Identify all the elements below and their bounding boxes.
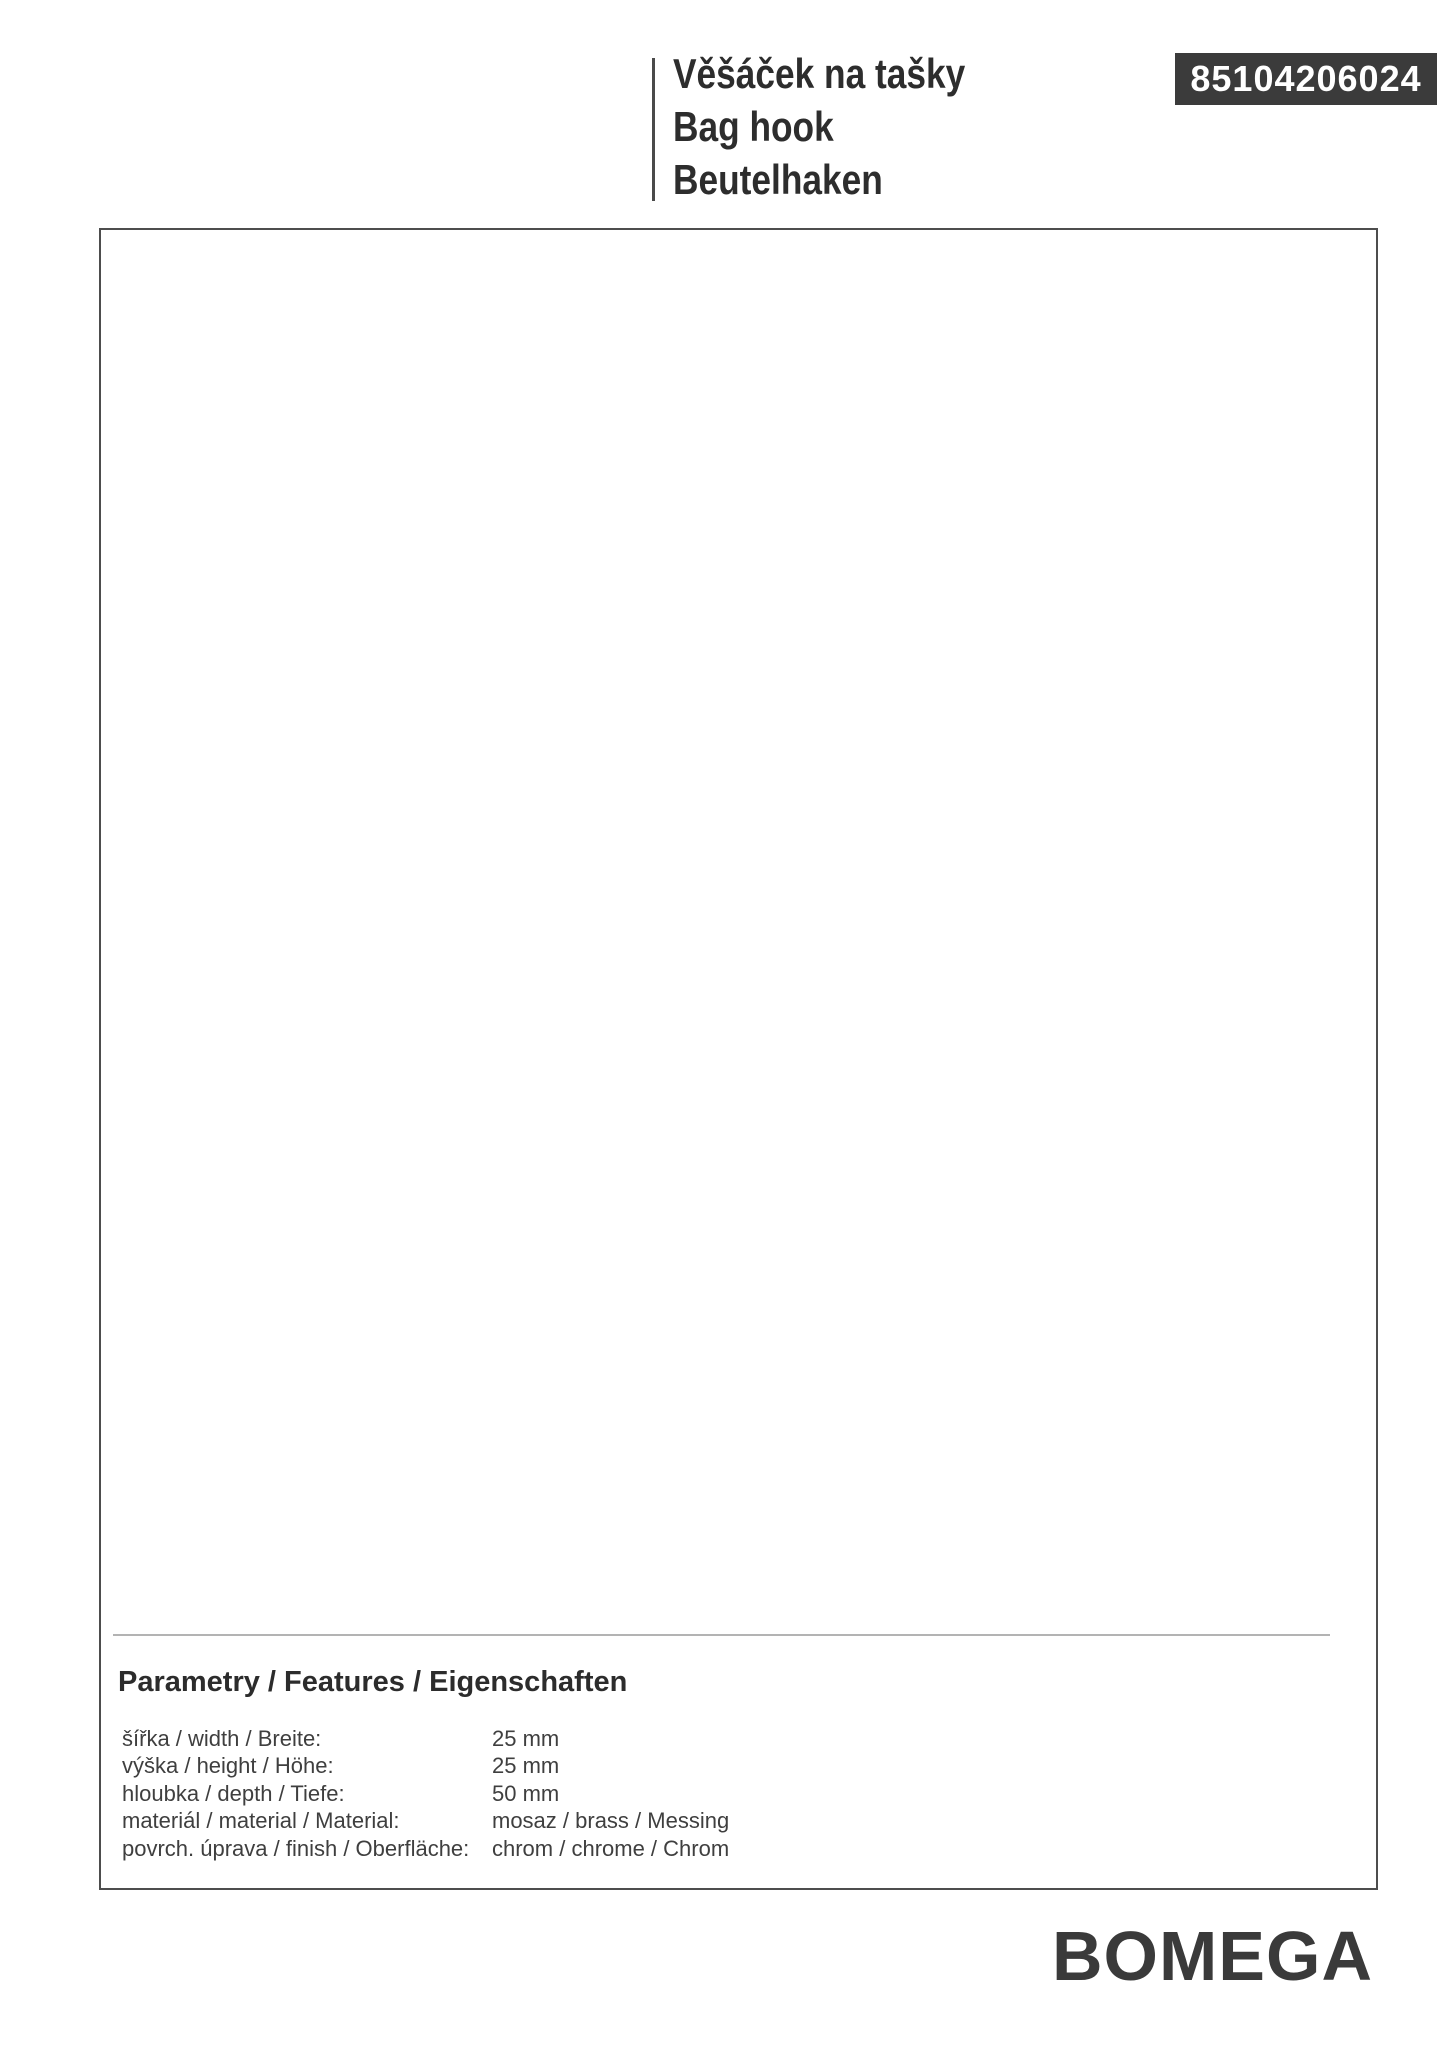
header-title-block: [673, 47, 965, 206]
product-title-cs: Věšáček na tašky: [673, 50, 966, 97]
content-panel: [99, 228, 1378, 1890]
section-divider: [113, 1634, 1330, 1636]
brand-logo: BOMEGA: [1052, 1917, 1373, 1995]
param-label-material: materiál / material / Material:: [122, 1808, 400, 1834]
parameters-heading: Parametry / Features / Eigenschaften: [118, 1666, 628, 1698]
product-title-de: Beutelhaken: [673, 156, 883, 203]
product-code: 85104206024: [1190, 58, 1422, 99]
param-label-depth: hloubka / depth / Tiefe:: [122, 1780, 345, 1806]
product-code-badge: [1175, 53, 1437, 105]
parameters-table: [122, 1725, 1022, 1863]
param-value-finish: chrom / chrome / Chrom: [492, 1835, 730, 1861]
title-divider-rule: [652, 58, 655, 201]
param-label-width: šířka / width / Breite:: [122, 1725, 322, 1751]
param-value-height: 25 mm: [492, 1753, 560, 1779]
table-row: [122, 1808, 1022, 1836]
param-value-material: mosaz / brass / Messing: [492, 1808, 730, 1834]
param-label-finish: povrch. úprava / finish / Oberfläche:: [122, 1835, 470, 1861]
table-row: [122, 1725, 1022, 1753]
table-row: [122, 1780, 1022, 1808]
product-title-en: Bag hook: [673, 103, 834, 150]
param-value-width: 25 mm: [492, 1725, 560, 1751]
table-row: [122, 1753, 1022, 1781]
param-value-depth: 50 mm: [492, 1780, 560, 1806]
table-row: [122, 1835, 1022, 1863]
param-label-height: výška / height / Höhe:: [122, 1753, 334, 1779]
